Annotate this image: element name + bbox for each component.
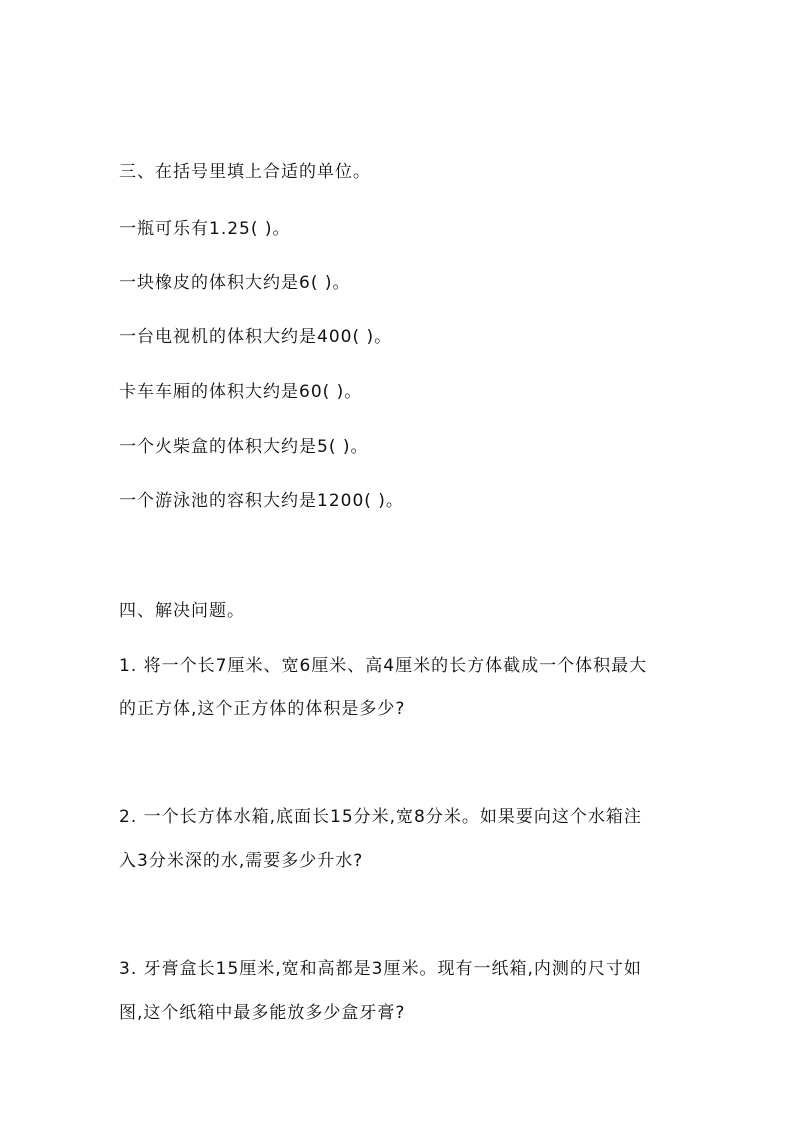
problem-3-line-1: 3. 牙膏盒长15厘米,宽和高都是3厘米。现有一纸箱,内测的尺寸如: [119, 959, 642, 979]
problem-2-line-1: 2. 一个长方体水箱,底面长15分米,宽8分米。如果要向这个水箱注: [119, 807, 642, 827]
fill-unit-item-2: 一块橡皮的体积大约是6( )。: [119, 273, 351, 293]
section-3-heading: 三、在括号里填上合适的单位。: [119, 162, 371, 182]
fill-unit-item-6: 一个游泳池的容积大约是1200( )。: [119, 491, 404, 511]
fill-unit-item-1: 一瓶可乐有1.25( )。: [119, 219, 291, 239]
fill-unit-item-4: 卡车车厢的体积大约是60( )。: [119, 382, 363, 402]
problem-1-line-1: 1. 将一个长7厘米、宽6厘米、高4厘米的长方体截成一个体积最大: [119, 656, 648, 676]
fill-unit-item-5: 一个火柴盒的体积大约是5( )。: [119, 437, 369, 457]
section-4-heading: 四、解决问题。: [119, 601, 245, 621]
problem-1-line-2: 的正方体,这个正方体的体积是多少?: [119, 699, 406, 719]
problem-2-line-2: 入3分米深的水,需要多少升水?: [119, 851, 364, 871]
problem-3-line-2: 图,这个纸箱中最多能放多少盒牙膏?: [119, 1003, 406, 1023]
fill-unit-item-3: 一台电视机的体积大约是400( )。: [119, 327, 393, 347]
